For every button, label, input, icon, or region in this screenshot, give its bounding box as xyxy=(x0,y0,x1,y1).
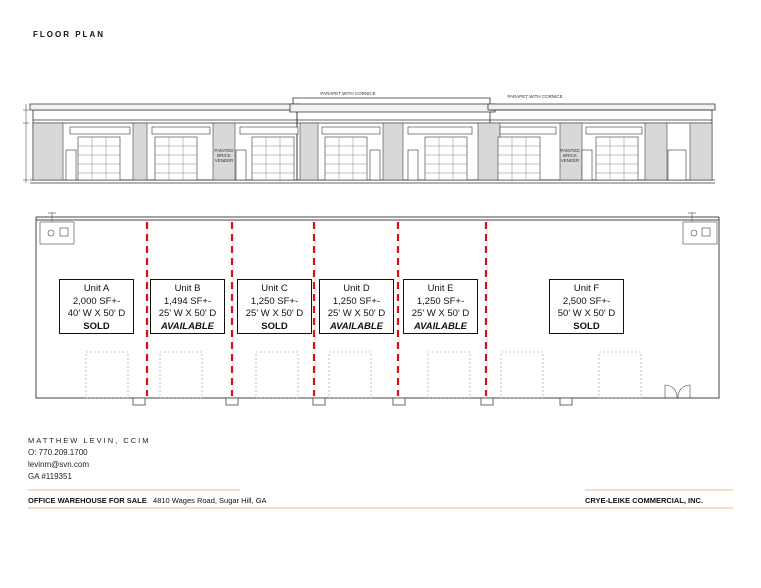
unit-status: SOLD xyxy=(83,320,110,332)
unit-name: Unit F xyxy=(573,283,600,294)
listing-address: 4810 Wages Road, Sugar Hill, GA xyxy=(153,496,267,505)
unit-size: 1,494 SF+- xyxy=(163,295,212,307)
unit-dims: 25' W X 50' D xyxy=(327,308,386,319)
unit-status: AVAILABLE xyxy=(414,320,467,332)
agent-license: GA #119351 xyxy=(28,472,72,481)
unit-e-box xyxy=(403,279,478,334)
unit-size: 2,000 SF+- xyxy=(72,295,121,307)
unit-status: AVAILABLE xyxy=(161,320,214,332)
unit-size: 1,250 SF+- xyxy=(332,295,381,307)
unit-size: 2,500 SF+- xyxy=(562,295,611,307)
listing-label: OFFICE WAREHOUSE FOR SALE xyxy=(28,496,147,505)
unit-dims: 25' W X 50' D xyxy=(411,308,470,319)
unit-c-box xyxy=(237,279,312,334)
agent-email[interactable]: levinm@svn.com xyxy=(28,460,90,469)
unit-status: SOLD xyxy=(261,320,288,332)
unit-status: AVAILABLE xyxy=(330,320,383,332)
unit-dims: 50' W X 50' D xyxy=(557,308,616,319)
painted-brick-note-2: PAINTED BRICK VENEER xyxy=(560,148,580,163)
unit-name: Unit A xyxy=(83,283,110,294)
painted-brick-note-1: PAINTED BRICK VENEER xyxy=(214,148,234,163)
unit-dims: 25' W X 50' D xyxy=(158,308,217,319)
company-name: CRYE-LEIKE COMMERCIAL, INC. xyxy=(585,496,704,505)
unit-d-box xyxy=(319,279,394,334)
page-title: FLOOR PLAN xyxy=(33,30,105,39)
unit-dims: 25' W X 50' D xyxy=(245,308,304,319)
unit-a-box xyxy=(59,279,134,334)
unit-size: 1,250 SF+- xyxy=(250,295,299,307)
unit-b-box xyxy=(150,279,225,334)
unit-f-box xyxy=(549,279,624,334)
unit-size: 1,250 SF+- xyxy=(416,295,465,307)
agent-name: MATTHEW LEVIN, CCIM xyxy=(28,436,151,445)
agent-phone[interactable]: O: 770.209.1700 xyxy=(28,448,88,457)
unit-dims: 40' W X 50' D xyxy=(67,308,126,319)
unit-name: Unit C xyxy=(261,283,288,294)
unit-status: SOLD xyxy=(573,320,600,332)
parapet-note-1: PARAPET WITH CORNICE xyxy=(320,91,376,96)
unit-name: Unit D xyxy=(343,283,370,294)
parapet-note-2: PARAPET WITH CORNICE xyxy=(507,94,563,99)
unit-name: Unit E xyxy=(427,283,454,294)
unit-name: Unit B xyxy=(174,283,201,294)
listing-footer xyxy=(28,496,267,505)
